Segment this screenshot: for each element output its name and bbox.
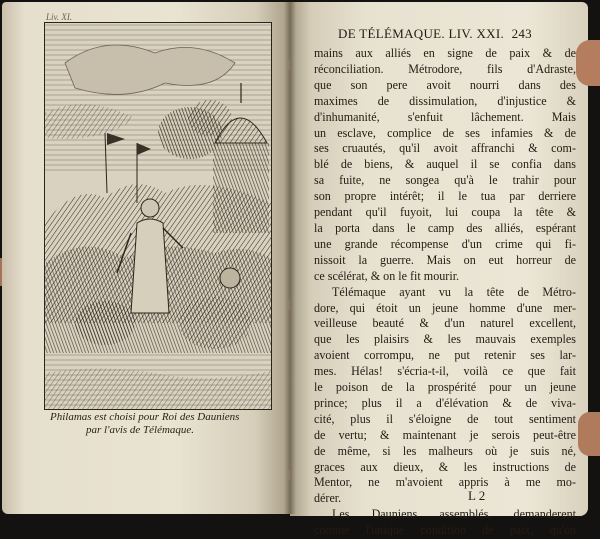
text-line: un esclave, complice de ses infamies & de <box>314 125 576 140</box>
left-page-header: Liv. XI. <box>46 12 73 22</box>
text-line: que les plaisirs & les mauvais exemples <box>314 332 576 347</box>
binding-stitch <box>288 470 290 480</box>
text-line: Télémaque ayant vu la tête de Métro- <box>332 284 576 299</box>
text-line: graces aux dieux, & les instructions de <box>314 459 576 474</box>
binding-stitch <box>288 60 290 70</box>
text-line: mes. Hélas! s'écria-t-il, voilà ce que fait <box>314 364 576 379</box>
text-line: réconciliation. Métrodore, fils d'Adraste, <box>314 61 576 76</box>
text-line: ses cruautés, qu'il avoit affranchi & com- <box>314 141 576 156</box>
right-finger <box>576 40 600 86</box>
caption-line-2: par l'avis de Télémaque. <box>86 424 195 436</box>
text-line: dore, qui étoit un jeune homme d'une mer- <box>314 300 576 315</box>
right-finger <box>578 412 600 456</box>
text-line: une grande récompense d'un crime qui fi- <box>314 236 576 251</box>
text-line: cité, plus il s'éloigne de tout sentiment <box>314 411 576 426</box>
caption-line-1: Philamas est choisi pour Roi des Dauniens <box>50 411 240 423</box>
engraving-illustration <box>44 22 272 410</box>
running-head-title: DE TÉLÉMAQUE. LIV. XXI. <box>338 26 505 41</box>
text-line: ce scélérat, & on le fit mourir. <box>314 268 460 283</box>
text-line: Les Dauniens assemblés, demanderent <box>332 507 576 522</box>
text-line: avoient corrompu, ne put retenir ses lar- <box>314 348 576 363</box>
text-line: nissoit la guerre. Mais on eut horreur de <box>314 252 576 267</box>
text-line: prince; plus il a d'élévation & de viva- <box>314 395 576 410</box>
text-line: de même, si les malheurs où je suis né, <box>314 443 576 458</box>
text-line: blé de biens, & auquel il se confia dans <box>314 157 576 172</box>
text-line: son propre intérêt; il le tua par derriere <box>314 189 576 204</box>
text-line: pendant qu'il fuyoit, lui coupa la tête & <box>314 205 576 220</box>
page-number: 243 <box>511 26 532 41</box>
book-gutter <box>284 2 296 514</box>
text-line: mains aux alliés en signe de paix & de <box>314 46 576 60</box>
text-line: maximes de dissimulation, d'injustice & <box>314 93 576 108</box>
printer-signature: L 2 <box>468 488 486 503</box>
binding-stitch <box>288 300 290 310</box>
text-line: d'inhumanité, s'enfuit lâchement. Mais <box>314 109 576 124</box>
text-line: de vertu; & maintenant je serois peut-être <box>314 427 576 442</box>
text-line: comme l'unique condition de paix, qu'on <box>314 523 576 538</box>
text-line: que son pere avoit nourri dans des <box>314 77 576 92</box>
text-line: Mentor, ne m'avoient appris à me mo- <box>314 475 576 490</box>
text-line: veilleuse beauté & d'un naturel excellent, <box>314 316 576 331</box>
body-text <box>314 46 576 539</box>
text-line: le poison de la prospérité pour un jeune <box>314 380 576 395</box>
text-line: sa fuite, ne songea qu'à le trahir pour <box>314 173 576 188</box>
text-line: la porta dans le camp des alliés, espérant <box>314 220 576 235</box>
illustration-caption <box>50 411 270 437</box>
text-line: dérer. <box>314 491 342 506</box>
running-head <box>338 26 588 42</box>
